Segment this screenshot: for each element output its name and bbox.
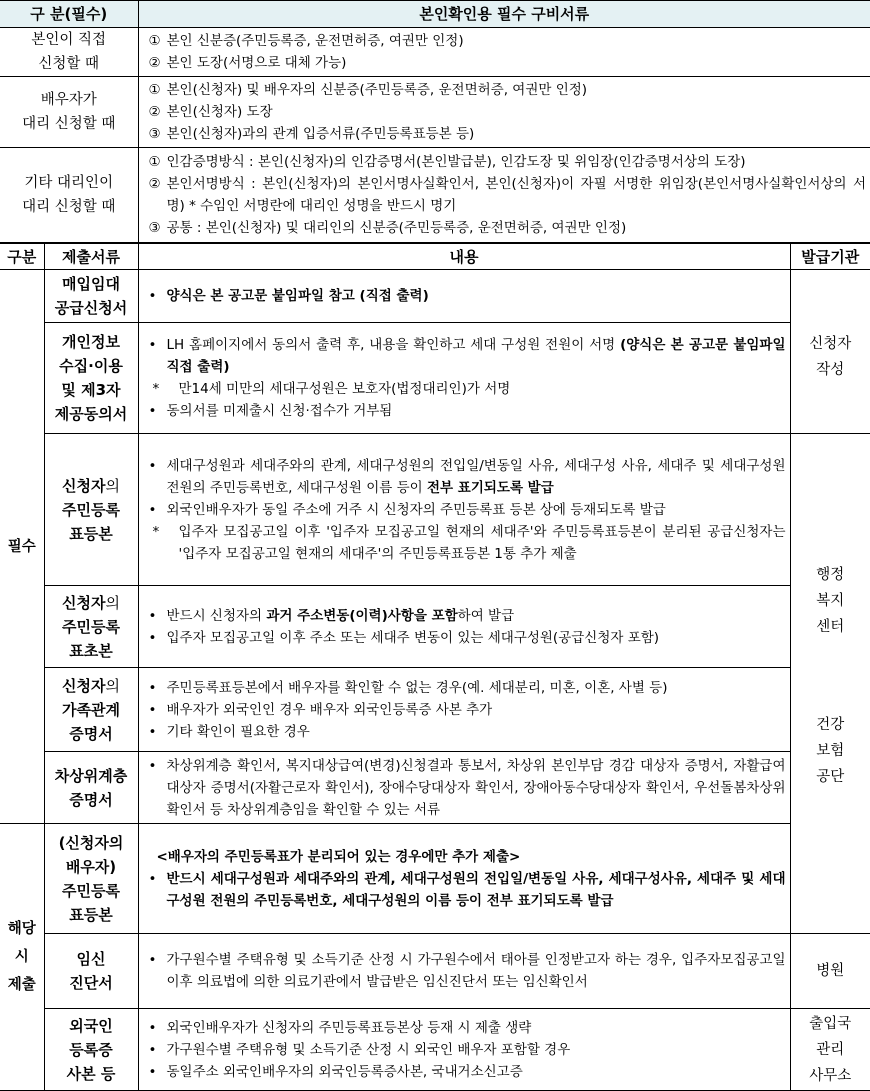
issuer-line: 보험	[791, 738, 870, 764]
header-category: 구 분(필수)	[0, 1, 138, 28]
content-segment: 세대구성원과 세대주와의 관계, 세대구성원의 전입일/변동일 사유, 세대구성 사유, 세대주 및 세대구성원 전원의 주민등록번호, 세대구성원 이름 등이	[167, 458, 786, 496]
issuer-admin-center	[791, 434, 870, 640]
content-segment: 하여 발급	[458, 608, 514, 624]
group-conditional	[0, 824, 44, 1091]
document-name-line	[45, 591, 138, 615]
content-line	[149, 455, 786, 499]
document-name-text: 표등본	[69, 525, 112, 543]
bullet-icon: •	[149, 334, 167, 378]
document-name-text: 가족관계	[62, 701, 120, 719]
content-text	[167, 30, 867, 52]
content-line	[149, 101, 867, 123]
content-segment: 주민등록표등본에서 배우자를 확인할 수 없는 경우(예. 세대분리, 미혼, 이혼, 사별 등)	[167, 680, 668, 696]
table-row	[0, 586, 870, 668]
content-cell	[138, 668, 790, 752]
identity-row	[0, 28, 870, 77]
number-marker: ①	[149, 30, 167, 52]
content-segment: 배우자가 외국인인 경우 배우자 외국인등록증 사본 추가	[167, 702, 493, 718]
content-line	[149, 285, 786, 307]
content-cell	[138, 586, 790, 668]
content-text	[167, 79, 867, 101]
content-cell	[138, 270, 790, 323]
document-name-line	[45, 378, 138, 402]
document-name-line	[45, 522, 138, 546]
content-line	[149, 217, 867, 239]
content-text	[167, 699, 786, 721]
issuer-applicant	[790, 270, 870, 434]
document-name-suffix: 의	[105, 677, 120, 695]
content-cell	[138, 434, 790, 586]
table-row	[0, 668, 870, 752]
document-name-line	[45, 272, 138, 296]
content-cell	[138, 77, 870, 148]
document-name-text: 차상위계층	[55, 767, 127, 785]
bullet-icon: •	[149, 499, 167, 521]
content-segment: 양식은 본 공고문 붙임파일 참고 (직접 출력)	[167, 288, 429, 304]
identity-category-line: 대리 신청할 때	[0, 195, 138, 219]
header-issuer: 발급기관	[790, 244, 870, 270]
content-cell	[138, 824, 790, 934]
content-line	[149, 400, 786, 422]
content-line	[149, 30, 867, 52]
document-name-line	[45, 474, 138, 498]
content-text	[167, 217, 867, 239]
table-row	[0, 434, 870, 586]
content-line	[149, 1061, 786, 1083]
issuer-immigration-line: 출입국	[791, 1011, 870, 1037]
note-marker: *	[149, 521, 179, 565]
content-line	[149, 1017, 786, 1039]
table-row	[0, 824, 870, 934]
content-line	[149, 605, 786, 627]
document-name-line	[45, 674, 138, 698]
content-line	[149, 79, 867, 101]
issuer-line: 센터	[791, 614, 870, 640]
number-marker: ②	[149, 52, 167, 74]
content-text	[167, 1017, 786, 1039]
identity-category-line: 본인이 직접	[0, 28, 138, 52]
content-line	[149, 334, 786, 378]
document-name-text: 주민등록	[62, 882, 120, 900]
content-line	[149, 755, 786, 821]
content-cell	[138, 323, 790, 434]
content-cell	[138, 28, 870, 77]
content-text	[167, 285, 786, 307]
document-name-text: 임신	[77, 950, 106, 968]
document-name	[44, 434, 138, 586]
content-segment: 반드시 신청자의	[167, 608, 267, 624]
content-text	[167, 499, 786, 521]
content-line	[149, 846, 786, 868]
content-line	[149, 677, 786, 699]
document-name-text: 진단서	[69, 974, 112, 992]
content-segment: 동일주소 외국인배우자의 외국인등록증사본, 국내거소신고증	[167, 1064, 523, 1080]
issuer-cell	[790, 434, 870, 934]
group-label-line: 제출	[0, 971, 44, 999]
document-name-text: 매입임대	[62, 275, 120, 293]
issuer-nhis	[791, 640, 870, 790]
content-segment: 반드시 세대구성원과 세대주와의 관계, 세대구성원의 전입일/변동일 사유, 세대구성사유, 세대주 및 세대구성원 전원의 주민등록번호, 세대구성원의 이름 등이 전부 표기되도록 발급	[167, 871, 786, 909]
document-name-text: 표등본	[69, 906, 112, 924]
issuer-hospital: 병원	[790, 934, 870, 1009]
document-name-text: 배우자)	[66, 858, 116, 876]
content-line	[149, 627, 786, 649]
document-name-text: 주민등록	[62, 618, 120, 636]
document-name	[44, 668, 138, 752]
content-segment: 동의서를 미제출시 신청·접수가 거부됨	[167, 403, 393, 419]
identity-category-line: 배우자가	[0, 88, 138, 112]
document-name-text: 개인정보	[62, 333, 120, 351]
group-label-line: 시	[0, 943, 44, 971]
issuer-immigration	[790, 1009, 870, 1091]
content-line	[149, 521, 786, 565]
document-name-text: 표초본	[69, 642, 112, 660]
document-name-line	[45, 722, 138, 746]
document-name-text: 등록증	[69, 1041, 112, 1059]
content-line	[149, 1039, 786, 1061]
document-name-text: 신청자	[62, 477, 105, 495]
content-segment: 만14세 미만의 세대구성원은 보호자(법정대리인)가 서명	[179, 381, 511, 397]
content-text	[167, 755, 786, 821]
document-name-line	[45, 903, 138, 927]
content-text	[179, 521, 786, 565]
document-name-line	[45, 1038, 138, 1062]
document-name	[44, 1009, 138, 1091]
document-name-text: 증명서	[69, 725, 112, 743]
number-marker: ③	[149, 217, 167, 239]
document-name-line	[45, 764, 138, 788]
document-name-text: 사본 등	[67, 1065, 116, 1083]
table-row	[0, 270, 870, 323]
identity-category-line: 기타 대리인이	[0, 171, 138, 195]
number-marker: ②	[149, 101, 167, 123]
identity-category	[0, 28, 138, 77]
document-name-text: 신청자	[62, 594, 105, 612]
bullet-icon: •	[149, 1017, 167, 1039]
content-segment: 입주자 모집공고일 이후 '입주자 모집공고일 현재의 세대주'와 주민등록표등본이 분리된 공급신청자는 '입주자 모집공고일 현재의 세대주'의 주민등록표등본 1통 추가 제출	[179, 524, 786, 562]
document-name-line	[45, 1062, 138, 1086]
identity-table-header	[0, 1, 870, 28]
bullet-icon: •	[149, 1039, 167, 1061]
document-name-suffix: 의	[105, 477, 120, 495]
document-name-text: 주민등록	[62, 501, 120, 519]
issuer-line: 공단	[791, 764, 870, 790]
document-name-line	[45, 402, 138, 426]
group-label-line: 해당	[0, 915, 44, 943]
bullet-icon: •	[149, 400, 167, 422]
document-name	[44, 270, 138, 323]
identity-category-line: 대리 신청할 때	[0, 112, 138, 136]
issuer-line: 행정	[791, 562, 870, 588]
content-segment: 외국인배우자가 신청자의 주민등록표등본상 등재 시 제출 생략	[167, 1020, 532, 1036]
document-name-line	[45, 615, 138, 639]
header-content: 내용	[138, 244, 790, 270]
content-text	[167, 721, 786, 743]
bullet-icon: •	[149, 699, 167, 721]
identity-row	[0, 148, 870, 243]
content-segment: 기타 확인이 필요한 경우	[167, 724, 310, 740]
content-segment: 본인 도장(서명으로 대체 가능)	[167, 55, 347, 71]
document-name-line	[45, 330, 138, 354]
document-name-line	[45, 855, 138, 879]
table-row	[0, 323, 870, 434]
issuer-applicant-line: 신청자	[791, 270, 870, 357]
content-segment: 차상위계층 확인서, 복지대상급여(변경)신청결과 통보서, 차상위 본인부담 경감 대상자 증명서, 자활급여대상자 증명서(자활근로자 확인서), 장애수당대상자 확인서, 장애아동수당대상자 확인서, 우선돌봄차상위 확인서 등 차상위계층임을 확인할 수 있는 서류	[167, 758, 786, 818]
content-text	[167, 868, 786, 912]
document-name-text: (신청자의	[59, 834, 124, 852]
content-line	[149, 949, 786, 993]
content-line	[149, 151, 867, 173]
submission-table-header	[0, 244, 870, 270]
issuer-immigration-line: 관리	[791, 1037, 870, 1063]
content-text	[167, 101, 867, 123]
identity-row	[0, 77, 870, 148]
content-segment: 본인서명방식 : 본인(신청자)의 본인서명사실확인서, 본인(신청자)이 자필 서명한 위임장(본인서명사실확인서상의 서명) * 수임인 서명란에 대리인 성명을 반드시 명기	[167, 176, 867, 214]
content-segment: 외국인배우자가 동일 주소에 거주 시 신청자의 주민등록표 등본 상에 등재되도록 발급	[167, 502, 666, 518]
document-name-line	[45, 354, 138, 378]
document-name-line	[45, 1014, 138, 1038]
document-name-text: 공급신청서	[55, 299, 127, 317]
table-row	[0, 1009, 870, 1091]
issuer-line: 복지	[791, 588, 870, 614]
content-text	[167, 1039, 786, 1061]
content-text	[157, 846, 786, 868]
bullet-icon: •	[149, 1061, 167, 1083]
bullet-icon: •	[149, 755, 167, 821]
document-name-line	[45, 971, 138, 995]
document-name-line	[45, 788, 138, 812]
identity-category	[0, 77, 138, 148]
content-segment: 공통 : 본인(신청자) 및 대리인의 신분증(주민등록증, 운전면허증, 여권만 인정)	[167, 220, 627, 236]
content-cell	[138, 752, 790, 824]
content-segment: 가구원수별 주택유형 및 소득기준 산정 시 외국인 배우자 포함할 경우	[167, 1042, 571, 1058]
document-name	[44, 323, 138, 434]
number-marker: ①	[149, 79, 167, 101]
content-line	[149, 699, 786, 721]
document-name-text: 외국인	[69, 1017, 112, 1035]
number-marker: ①	[149, 151, 167, 173]
content-segment: 입주자 모집공고일 이후 주소 또는 세대주 변동이 있는 세대구성원(공급신청자 포함)	[167, 630, 660, 646]
document-name-text: 증명서	[69, 791, 112, 809]
document-name-line	[45, 947, 138, 971]
document-name	[44, 934, 138, 1009]
content-segment: <배우자의 주민등록표가 분리되어 있는 경우에만 추가 제출>	[157, 849, 521, 865]
content-text	[167, 400, 786, 422]
identity-documents-table	[0, 0, 870, 243]
document-name-line	[45, 879, 138, 903]
document-name-line	[45, 698, 138, 722]
content-text	[167, 627, 786, 649]
document-name	[44, 752, 138, 824]
bullet-icon: •	[149, 949, 167, 993]
document-name-text: 신청자	[62, 677, 105, 695]
bullet-icon: •	[149, 455, 167, 499]
number-marker: ②	[149, 173, 167, 217]
content-text	[167, 605, 786, 627]
content-segment: 본인 신분증(주민등록증, 운전면허증, 여권만 인정)	[167, 33, 464, 49]
table-row	[0, 752, 870, 824]
bullet-icon: •	[149, 677, 167, 699]
document-name-line	[45, 498, 138, 522]
submission-documents-table	[0, 243, 870, 1091]
document-name-text: 제공동의서	[55, 405, 127, 423]
content-text	[167, 334, 786, 378]
content-segment: 본인(신청자) 및 배우자의 신분증(주민등록증, 운전면허증, 여권만 인정)	[167, 82, 588, 98]
group-required: 필수	[0, 270, 44, 824]
document-name	[44, 824, 138, 934]
content-text	[179, 378, 786, 400]
content-cell	[138, 148, 870, 243]
document-name-text: 및 제3자	[61, 381, 120, 399]
content-text	[167, 151, 867, 173]
content-segment: 본인(신청자)과의 관계 입증서류(주민등록표등본 등)	[167, 126, 475, 142]
content-line	[149, 721, 786, 743]
content-segment: (양식은 본 공고문 붙임파일 직접 출력)	[167, 337, 786, 375]
bullet-icon: •	[149, 285, 167, 307]
identity-category-line: 신청할 때	[0, 52, 138, 76]
content-segment: 가구원수별 주택유형 및 소득기준 산정 시 가구원수에서 태아를 인정받고자 하는 경우, 입주자모집공고일 이후 의료법에 의한 의료기관에서 발급받은 임신진단서 또는 임신확인서	[167, 952, 786, 990]
note-marker: *	[149, 378, 179, 400]
bullet-icon: •	[149, 627, 167, 649]
document-name-text: 수집·이용	[59, 357, 123, 375]
issuer-applicant-line: 작성	[791, 357, 870, 383]
content-segment: 인감증명방식 : 본인(신청자)의 인감증명서(본인발급분), 인감도장 및 위임장(인감증명서상의 도장)	[167, 154, 746, 170]
content-line	[149, 499, 786, 521]
content-line	[149, 173, 867, 217]
content-line	[149, 378, 786, 400]
content-text	[167, 677, 786, 699]
content-text	[167, 52, 867, 74]
bullet-icon: •	[149, 721, 167, 743]
content-text	[167, 949, 786, 993]
identity-category	[0, 148, 138, 243]
bullet-icon: •	[149, 605, 167, 627]
content-text	[167, 173, 867, 217]
content-cell	[138, 1009, 790, 1091]
content-line	[149, 52, 867, 74]
content-line	[149, 868, 786, 912]
header-documents: 본인확인용 필수 구비서류	[138, 1, 870, 28]
header-document: 제출서류	[44, 244, 138, 270]
document-name-line	[45, 639, 138, 663]
content-text	[167, 123, 867, 145]
number-marker: ③	[149, 123, 167, 145]
header-group: 구분	[0, 244, 44, 270]
content-text	[167, 455, 786, 499]
content-segment: LH 홈페이지에서 동의서 출력 후, 내용을 확인하고 세대 구성원 전원이 서명	[167, 337, 621, 353]
issuer-immigration-line: 사무소	[791, 1063, 870, 1089]
document-name-suffix: 의	[105, 594, 120, 612]
content-segment: 전부 표기되도록 발급	[427, 480, 554, 496]
content-segment: 과거 주소변동(이력)사항을 포함	[266, 608, 457, 624]
content-text	[167, 1061, 786, 1083]
document-name-line	[45, 296, 138, 320]
bullet-icon: •	[149, 868, 167, 912]
table-row	[0, 934, 870, 1009]
content-segment: 본인(신청자) 도장	[167, 104, 273, 120]
document-name	[44, 586, 138, 668]
content-cell	[138, 934, 790, 1009]
document-name-line	[45, 831, 138, 855]
content-line	[149, 123, 867, 145]
issuer-line: 건강	[791, 712, 870, 738]
